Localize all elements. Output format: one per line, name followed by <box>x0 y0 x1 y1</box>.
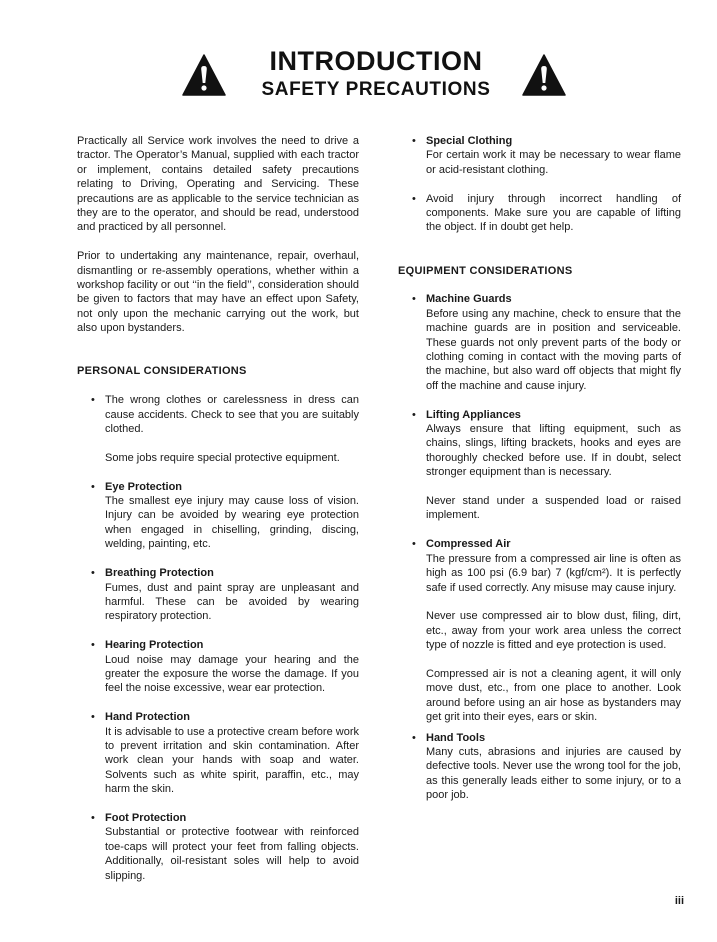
bullet-dot: • <box>412 538 416 551</box>
bullet-title: Special Clothing <box>426 135 513 147</box>
bullet-text: Compressed air is not a cleaning agent, it will only move dust, etc., from one place to another. Look around before using an air hose as bystanders may get grit into their eyes, ears or skin. <box>426 667 681 724</box>
bullet-clothing <box>77 393 359 465</box>
right-column <box>398 134 681 803</box>
bullet-dot: • <box>412 135 416 147</box>
bullet-text: The smallest eye injury may cause loss of vision. Injury can be avoided by wearing eye protection when engaged in chiselling, grinding, discing, welding, painting, etc. <box>105 495 359 551</box>
bullet-lifting-appliances <box>398 408 681 523</box>
bullet-dot: • <box>91 394 95 407</box>
section-heading-equipment: EQUIPMENT CONSIDERATIONS <box>398 264 573 277</box>
bullet-text: Substantial or protective footwear with reinforced toe-caps will protect your feet from falling objects. Additionally, oil-resistant soles will help to avoid slipping. <box>105 826 359 882</box>
bullet-foot-protection <box>77 811 359 883</box>
bullet-text: Loud noise may damage your hearing and the greater the exposure the worse the damage. If you feel the noise excessive, wear ear protection. <box>105 653 359 695</box>
bullet-text: It is advisable to use a protective cream before work to prevent irritation and skin contamination. After work clean your hands with soap and water. Solvents such as white spirit, paraffin, etc., may harm the skin. <box>105 725 359 796</box>
bullet-text: Never use compressed air to blow dust, filing, dirt, etc., away from your work area unless the correct type of nozzle is fitted and eye protection is used. <box>426 610 681 652</box>
bullet-hand-protection <box>77 710 359 796</box>
page-title: INTRODUCTION <box>269 46 483 76</box>
warning-triangle-icon <box>522 54 566 96</box>
bullet-dot: • <box>412 408 416 421</box>
bullet-dot: • <box>91 711 95 724</box>
bullet-dot: • <box>91 639 95 652</box>
bullet-compressed-air <box>398 537 681 724</box>
bullet-title: Eye Protection <box>105 480 183 493</box>
bullet-text: For certain work it may be necessary to wear flame or acid-resistant clothing. <box>426 149 681 176</box>
warning-triangle-icon <box>182 54 226 96</box>
page-subtitle: SAFETY PRECAUTIONS <box>261 79 491 100</box>
bullet-dot: • <box>91 480 95 493</box>
bullet-text: Always ensure that lifting equipment, such as chains, slings, lifting brackets, hooks and eyes are thoroughly checked before use. If in doubt, select stronger equipment than is necessary. <box>426 423 681 479</box>
title-block <box>240 44 512 102</box>
bullet-eye-protection <box>77 480 359 552</box>
bullet-title: Breathing Protection <box>105 567 214 580</box>
bullet-machine-guards <box>398 292 681 393</box>
bullet-dot: • <box>91 811 95 824</box>
bullet-text: Some jobs require special protective equipment. <box>105 451 340 464</box>
intro-paragraph: Prior to undertaking any maintenance, repair, overhaul, dismantling or re-assembly operations, whether within a workshop facility or out ‘‘in the field’’, consideration should be given to factors that may have an effect upon Safety, not only upon the mechanic carrying out the work, but also upon bystanders. <box>77 250 359 335</box>
bullet-text: The pressure from a compressed air line is often as high as 100 psi (6.9 bar) 7 (kgf/cm²). It is perfectly safe if used correctly. Any misuse may cause injury. <box>426 552 681 594</box>
bullet-text: Never stand under a suspended load or raised implement. <box>426 495 681 522</box>
bullet-dot: • <box>412 731 416 744</box>
bullet-title: Foot Protection <box>105 811 187 824</box>
left-column <box>77 134 359 883</box>
bullet-dot: • <box>91 567 95 580</box>
bullet-handling-components <box>398 192 681 235</box>
bullet-title: Machine Guards <box>426 293 512 306</box>
bullet-hearing-protection <box>77 638 359 696</box>
bullet-text: Avoid injury through incorrect handling of components. Make sure you are capable of lifting the object. If in doubt get help. <box>426 192 681 234</box>
bullet-special-clothing <box>398 134 681 177</box>
page-number: iii <box>674 895 684 907</box>
bullet-dot: • <box>412 293 416 306</box>
bullet-breathing-protection <box>77 566 359 624</box>
bullet-dot: • <box>412 192 416 205</box>
bullet-title: Hand Tools <box>426 731 486 744</box>
bullet-title: Compressed Air <box>426 538 511 551</box>
bullet-title: Hearing Protection <box>105 639 204 652</box>
bullet-text: The wrong clothes or carelessness in dress can cause accidents. Check to see that you are suitably clothed. <box>105 394 359 436</box>
bullet-text: Before using any machine, check to ensure that the machine guards are in position and serviceable. These guards not only prevent parts of the body or clothing coming in contact with the moving parts of the machine, but also ward off objects that might fly off the machine and cause injury. <box>426 307 681 392</box>
bullet-text: Fumes, dust and paint spray are unpleasant and harmful. These can be avoided by wearing respiratory protection. <box>105 581 359 623</box>
bullet-hand-tools <box>398 731 681 803</box>
bullet-title: Lifting Appliances <box>426 408 521 421</box>
page-header <box>0 44 717 114</box>
bullet-title: Hand Protection <box>105 711 190 724</box>
intro-paragraph: Practically all Service work involves the need to drive a tractor. The Operator’s Manual, supplied with each tractor or implement, contains detailed safety precautions relating to Driving, Operating and Servicing. These precautions are as applicable to the service technician as they are to the operator, and should be read, understood and practiced by all personnel. <box>77 135 359 234</box>
section-heading-personal: PERSONAL CONSIDERATIONS <box>77 365 247 378</box>
bullet-text: Many cuts, abrasions and injuries are caused by defective tools. Never use the wrong tool for the job, as this generally leads either to some injury, or to a poor job. <box>426 745 681 802</box>
